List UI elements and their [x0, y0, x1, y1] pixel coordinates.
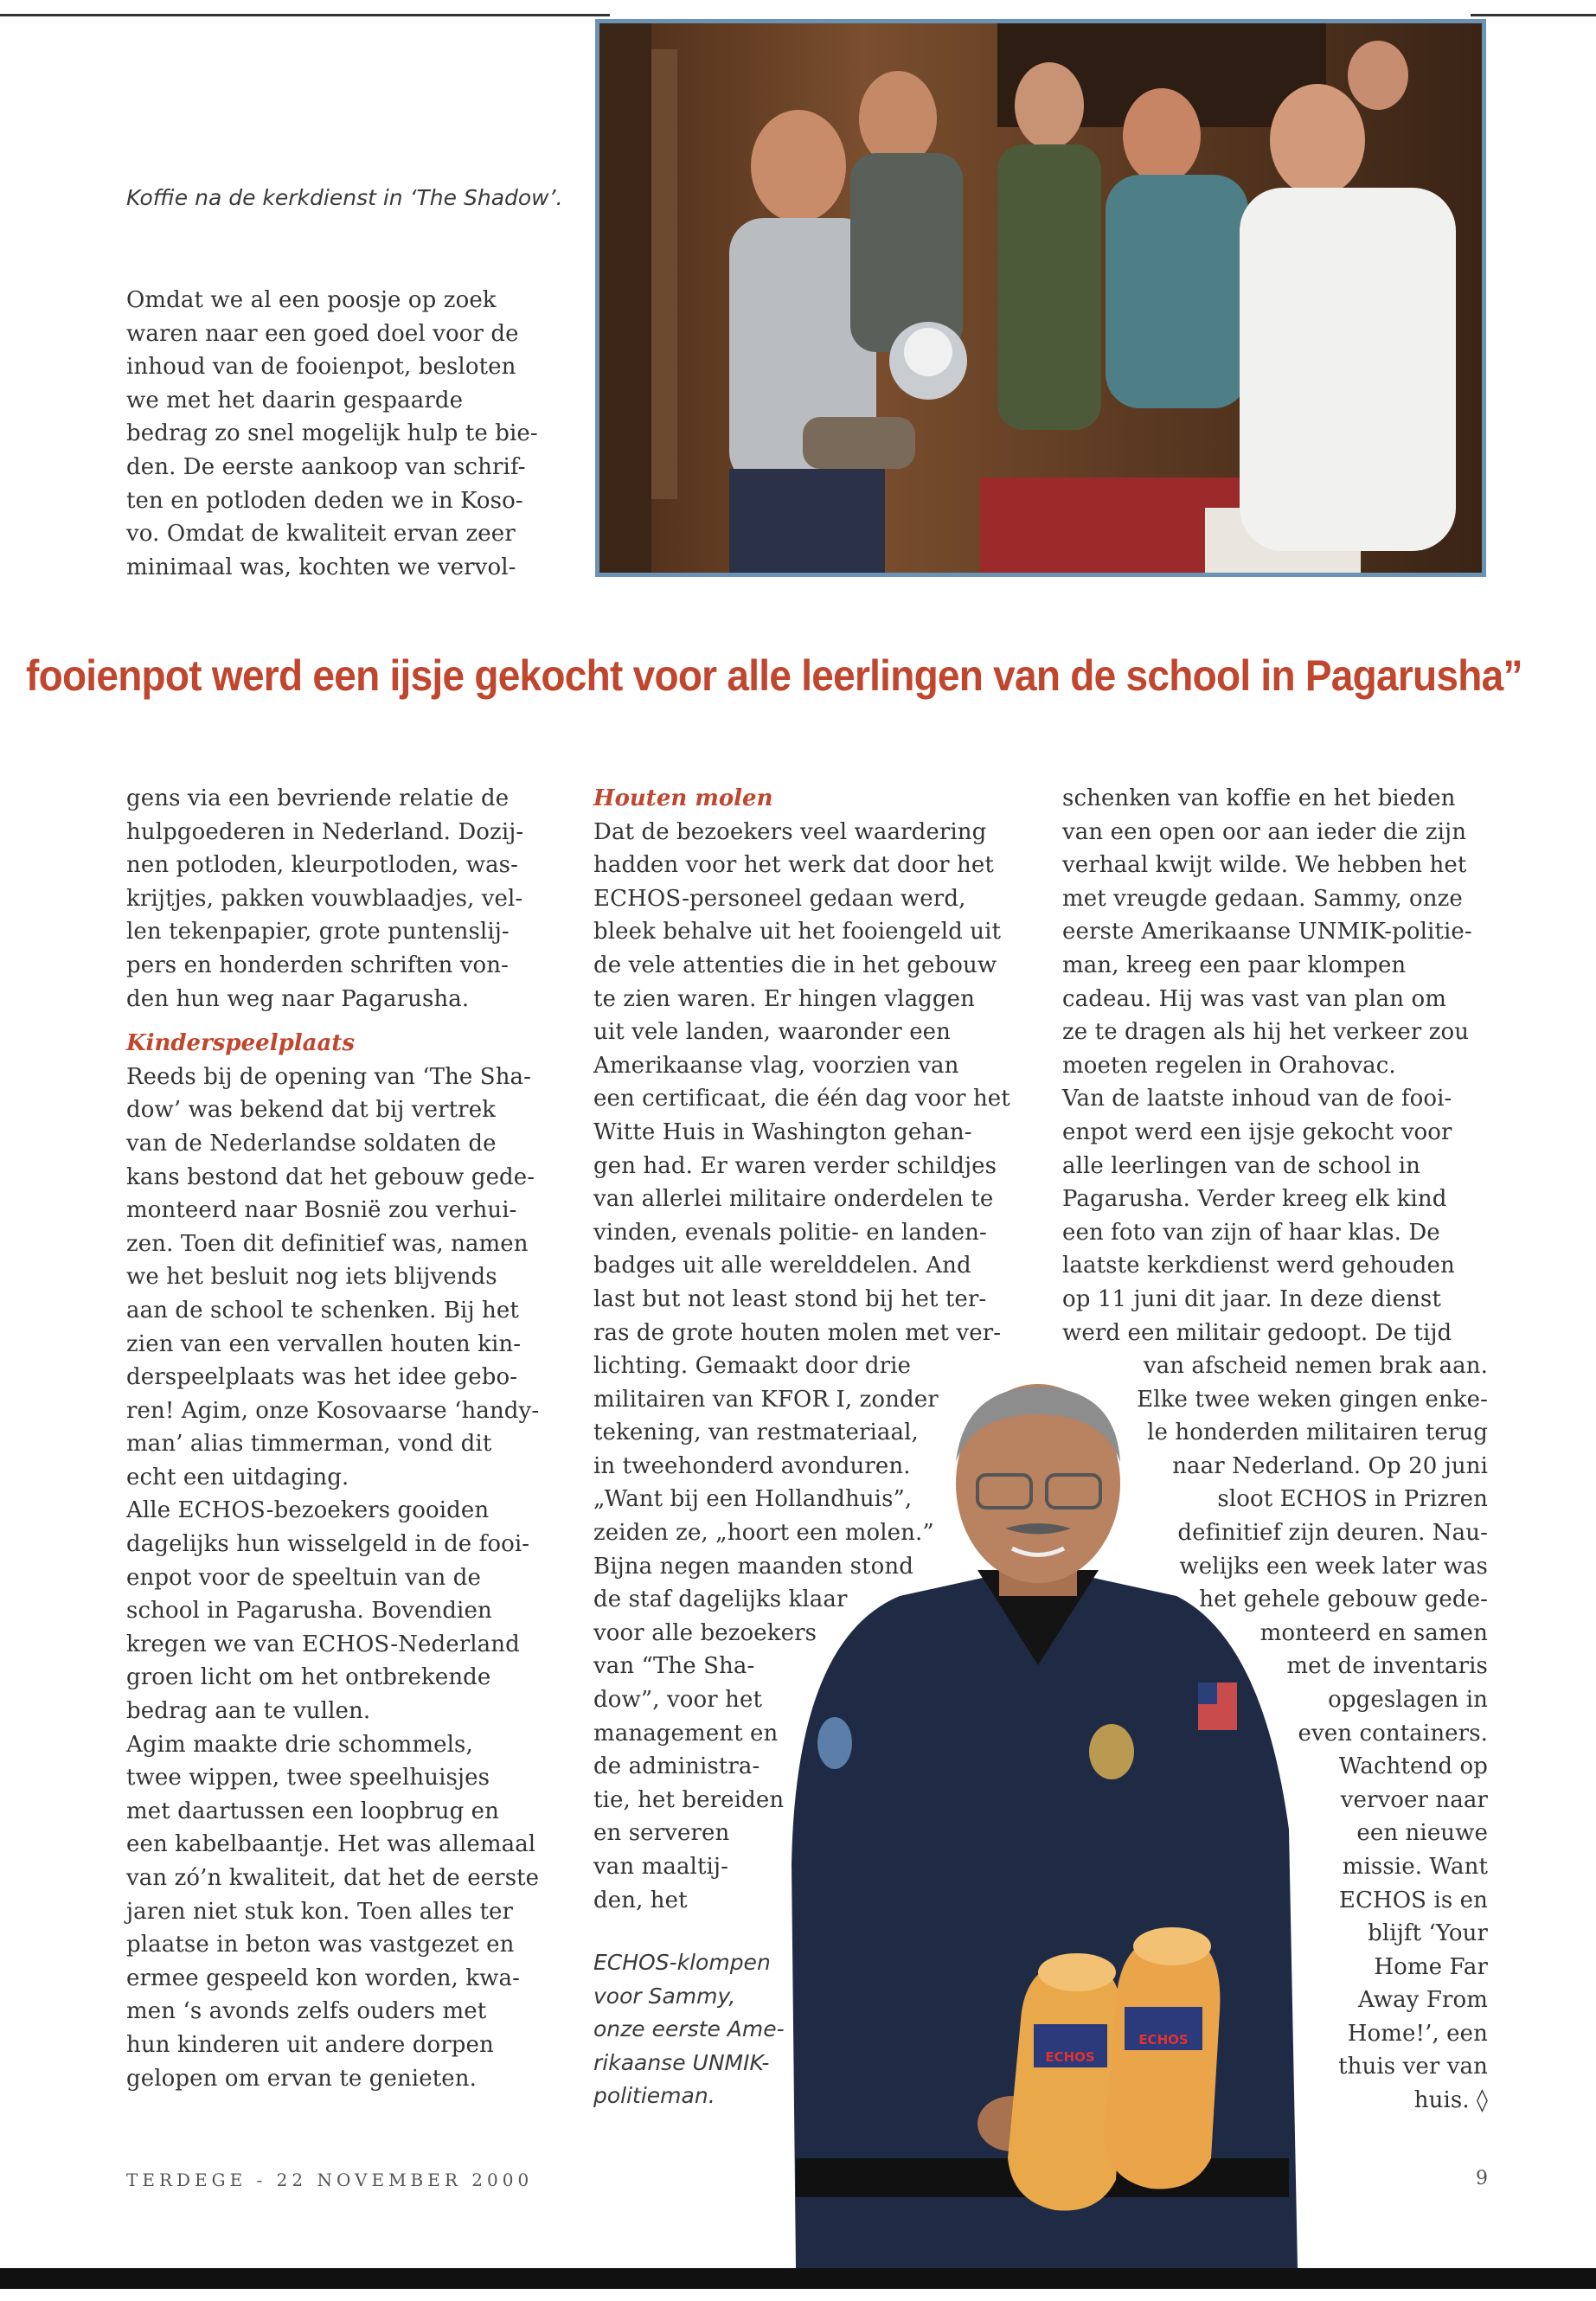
text-line: bleek behalve uit het fooiengeld uit [593, 919, 1002, 945]
text-line: man’ alias timmerman, vond dit [126, 1431, 492, 1458]
text-line: ECHOS is en [1338, 1887, 1488, 1913]
text-line: en serveren [593, 1820, 730, 1847]
text-line: lichting. Gemaakt door drie [593, 1353, 912, 1380]
text-line: een kabelbaantje. Het was allemaal [126, 1831, 536, 1858]
text-line: van de Nederlandse soldaten de [126, 1130, 497, 1157]
text-line: met de inventaris [1286, 1653, 1488, 1680]
text-line: hulpgoederen in Nederland. Dozij- [126, 818, 524, 845]
clog-logo-left: ECHOS [1045, 2049, 1095, 2065]
text-line: de administra- [593, 1753, 760, 1780]
text-line: Reeds bij de opening van ‘The Sha- [126, 1063, 532, 1090]
text-line: eerste Amerikaanse UNMIK-politie- [1062, 919, 1472, 945]
text-line: den hun weg naar Pagarusha. [126, 985, 470, 1012]
text-line: Witte Huis in Washington gehan- [593, 1118, 972, 1145]
text-line: Agim maakte drie schommels, [126, 1731, 473, 1758]
subhead-kinderspeelplaats: Kinderspeelplaats [126, 1030, 355, 1057]
text-line: le honderden militairen terug [1147, 1420, 1488, 1446]
text-line: pers en honderden schriften von- [126, 952, 510, 978]
text-line: in tweehonderd avonduren. [593, 1452, 911, 1479]
column-1-paragraph-b [126, 1061, 539, 2095]
text-line: moeten regelen in Orahovac. [1062, 1052, 1396, 1079]
text-line: van een open oor aan ieder die zijn [1062, 818, 1467, 845]
text-line: ren! Agim, onze Kosovaarse ‘handy- [126, 1397, 540, 1424]
text-line: alle leerlingen van de school in [1062, 1152, 1421, 1179]
text-line: we met het daarin gespaarde [126, 387, 464, 413]
text-line: plaatse in beton was vastgezet en [126, 1932, 515, 1958]
text-line: gens via een bevriende relatie de [126, 785, 510, 811]
text-line: dow”, voor het [593, 1687, 763, 1714]
text-line: gen had. Er waren verder schildjes [593, 1152, 997, 1179]
text-line: zen. Toen dit definitief was, namen [126, 1230, 529, 1257]
text-line: den. De eerste aankoop van schrif- [126, 453, 526, 480]
text-line: Alle ECHOS-bezoekers gooiden [126, 1497, 490, 1524]
text-line: den, het [593, 1887, 688, 1913]
text-line: van zó’n kwaliteit, dat het de eerste [126, 1865, 540, 1891]
text-line: enpot voor de speeltuin van de [126, 1564, 481, 1591]
text-line: een foto van zijn of haar klas. De [1062, 1219, 1440, 1246]
text-line: waren naar een goed doel voor de [126, 320, 519, 347]
text-line: last but not least stond bij het ter- [593, 1285, 987, 1312]
footer-publication: TERDEGE - 22 NOVEMBER 2000 [126, 2170, 534, 2190]
text-line: nen potloden, kleurpotloden, was- [126, 852, 518, 879]
text-line: thuis ver van [1338, 2054, 1488, 2080]
text-line: even containers. [1298, 1720, 1488, 1747]
text-line: opgeslagen in [1328, 1686, 1488, 1713]
clog-logo-right: ECHOS [1138, 2032, 1189, 2048]
text-line: laatste kerkdienst werd gehouden [1062, 1253, 1455, 1279]
text-line: van afscheid nemen brak aan. [1143, 1353, 1488, 1379]
text-line: voor Sammy, [593, 1983, 736, 2009]
pull-quote: fooienpot werd een ijsje gekocht voor alle leerlingen van de school in Pagarusha” [26, 651, 1522, 700]
subhead-houten-molen: Houten molen [593, 785, 773, 811]
text-line: inhoud van de fooienpot, besloten [126, 354, 516, 381]
text-line: „Want bij een Hollandhuis”, [593, 1486, 913, 1513]
text-line: monteerd naar Bosnië zou verhui- [126, 1197, 517, 1224]
bottom-bar [0, 2268, 1596, 2289]
text-line: ECHOS-personeel gedaan werd, [593, 885, 966, 912]
text-line: vervoer naar [1340, 1786, 1488, 1813]
text-line: hun kinderen uit andere dorpen [126, 2031, 494, 2058]
column-3-paragraph-a [1062, 782, 1472, 1349]
text-line: Pagarusha. Verder kreeg elk kind [1062, 1186, 1447, 1213]
text-line: kans bestond dat het gebouw gede- [126, 1163, 535, 1190]
text-line: man, kreeg een paar klompen [1062, 952, 1407, 978]
text-line: vo. Omdat de kwaliteit ervan zeer [126, 521, 516, 548]
photo-coffee-after-service [595, 19, 1486, 577]
text-line: ECHOS-klompen [593, 1950, 771, 1975]
text-line: van maaltij- [593, 1854, 728, 1880]
caption-bottom-lines [593, 1946, 785, 2113]
text-line: blijft ‘Your [1368, 1920, 1488, 1947]
text-line: welijks een week later was [1179, 1553, 1488, 1580]
top-rule [0, 14, 610, 16]
text-line: men ‘s avonds zelfs ouders met [126, 1998, 487, 2025]
text-line: Away From [1358, 1987, 1488, 2014]
text-line: badges uit alle werelddelen. And [593, 1253, 971, 1279]
text-line: verhaal kwijt wilde. We hebben het [1062, 852, 1467, 879]
intro-paragraph [126, 284, 538, 584]
column-3-wrapped [1064, 1349, 1488, 2118]
photo-illustration [599, 23, 1482, 573]
text-line: van “The Sha- [593, 1653, 755, 1680]
photo-caption-bottom [593, 1946, 785, 2113]
text-line: Bijna negen maanden stond [593, 1553, 913, 1580]
text-line: dagelijks hun wisselgeld in de fooi- [126, 1531, 530, 1558]
text-line: van allerlei militaire onderdelen te [593, 1186, 994, 1213]
text-line: Amerikaanse vlag, voorzien van [593, 1052, 959, 1079]
text-line: Home!’, een [1347, 2020, 1488, 2047]
text-line: cadeau. Hij was vast van plan om [1062, 985, 1446, 1012]
text-line: Dat de bezoekers veel waardering [593, 818, 987, 845]
text-line: militairen van KFOR I, zonder [593, 1386, 939, 1413]
text-line: monteerd en samen [1259, 1619, 1488, 1646]
text-line: gelopen om ervan te genieten. [126, 2065, 477, 2092]
column-3-paragraph-b [1064, 1349, 1488, 2118]
text-line: Omdat we al een poosje op zoek [126, 287, 497, 313]
text-line: management en [593, 1720, 779, 1747]
text-line: dow’ was bekend dat bij vertrek [126, 1097, 497, 1124]
text-line: op 11 juni dit jaar. In deze dienst [1062, 1285, 1441, 1312]
text-line: onze eerste Ame- [593, 2016, 785, 2042]
text-line: groen licht om het ontbrekende [126, 1664, 491, 1691]
text-line: een nieuwe [1356, 1820, 1488, 1847]
text-line: met daartussen een loopbrug en [126, 1798, 500, 1824]
text-line: ras de grote houten molen met ver- [593, 1319, 1002, 1346]
text-line: voor alle bezoekers [593, 1619, 817, 1646]
text-line: twee wippen, twee speelhuisjes [126, 1765, 490, 1791]
text-line: bedrag aan te vullen. [126, 1698, 371, 1725]
column-2-paragraph-a [593, 816, 1010, 1383]
text-line: zien van een vervallen houten kin- [126, 1330, 522, 1357]
text-line: het gehele gebouw gede- [1199, 1586, 1488, 1613]
text-line: met vreugde gedaan. Sammy, onze [1062, 885, 1463, 912]
text-line: echt een uitdaging. [126, 1464, 349, 1490]
text-line: de vele attenties die in het gebouw [593, 952, 997, 978]
column-3 [1062, 782, 1472, 1349]
text-line: ermee gespeeld kon worden, kwa- [126, 1965, 520, 1991]
text-line: jaren niet stuk kon. Toen alles ter [126, 1898, 514, 1925]
text-line: we het besluit nog iets blijvends [126, 1264, 497, 1291]
text-line: politieman. [593, 2083, 715, 2109]
text-line: Van de laatste inhoud van de fooi- [1062, 1086, 1452, 1112]
text-line: de staf dagelijks klaar [593, 1586, 848, 1613]
text-line: vinden, evenals politie- en landen- [593, 1219, 987, 1246]
text-line: sloot ECHOS in Prizren [1217, 1486, 1488, 1513]
text-line: len tekenpapier, grote puntenslij- [126, 919, 510, 945]
text-line: definitief zijn deuren. Nau- [1177, 1519, 1488, 1546]
text-line: derspeelplaats was het idee gebo- [126, 1364, 518, 1391]
text-line: school in Pagarusha. Bovendien [126, 1598, 492, 1625]
text-line: uit vele landen, waaronder een [593, 1019, 952, 1046]
top-rule-right [1471, 14, 1596, 16]
intro-lines [126, 284, 538, 584]
text-line: rikaanse UNMIK- [593, 2049, 770, 2075]
text-line: te zien waren. Er hingen vlaggen [593, 985, 975, 1012]
text-line: tekening, van restmateriaal, [593, 1420, 919, 1446]
text-line: minimaal was, kochten we vervol- [126, 554, 516, 580]
text-line: Home Far [1374, 1953, 1488, 1980]
photo-caption-top: Koffie na de kerkdienst in ‘The Shadow’. [126, 185, 563, 210]
column-1 [126, 782, 539, 2095]
text-line: tie, het bereiden [593, 1786, 785, 1813]
text-line: missie. Want [1342, 1853, 1488, 1880]
text-line: bedrag zo snel mogelijk hulp te bie- [126, 420, 538, 447]
text-line: enpot werd een ijsje gekocht voor [1062, 1118, 1452, 1145]
text-line: ten en potloden deden we in Koso- [126, 487, 523, 514]
text-line: een certificaat, die één dag voor het [593, 1086, 1010, 1112]
page-number: 9 [1476, 2168, 1488, 2189]
text-line: Elke twee weken gingen enke- [1137, 1386, 1488, 1413]
text-line: ze te dragen als hij het verkeer zou [1062, 1019, 1470, 1046]
text-line: krijtjes, pakken vouwblaadjes, vel- [126, 885, 523, 912]
text-line: hadden voor het werk dat door het [593, 852, 994, 879]
text-line: schenken van koffie en het bieden [1062, 785, 1456, 811]
text-line: naar Nederland. Op 20 juni [1172, 1452, 1488, 1479]
text-line: aan de school te schenken. Bij het [126, 1297, 519, 1324]
text-line: werd een militair gedoopt. De tijd [1062, 1319, 1452, 1346]
text-line: huis. ◊ [1413, 2087, 1488, 2114]
text-line: Wachtend op [1338, 1753, 1488, 1780]
text-line: kregen we van ECHOS-Nederland [126, 1631, 520, 1657]
column-1-paragraph-a [126, 782, 539, 1016]
text-line: zeiden ze, „hoort een molen.” [593, 1520, 934, 1547]
